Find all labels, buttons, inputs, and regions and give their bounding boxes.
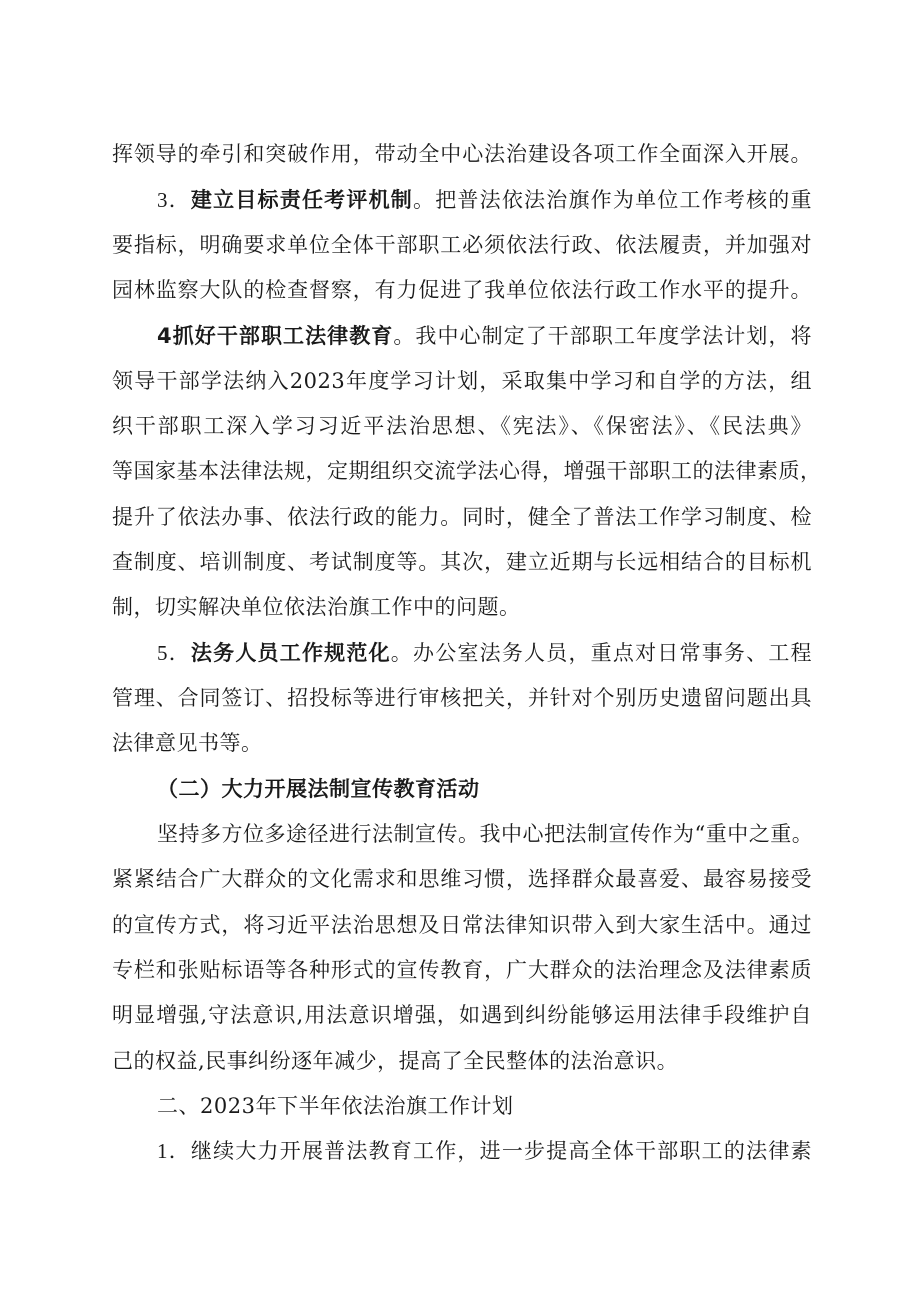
item4-line5: 提升了依法办事、依法行政的能力。同时，健全了普法工作学习制度、检	[112, 505, 812, 529]
item3-line1	[157, 177, 812, 223]
item5-line1	[157, 630, 812, 676]
item4-number: 4	[157, 324, 173, 348]
item2-tail-line: 挥领导的牵引和突破作用，带动全中心法治建设各项工作全面深入开展。	[112, 142, 812, 166]
item4-line2: 领导干部学法纳入2023年度学习计划，采取集中学习和自学的方法，组	[112, 369, 812, 393]
section2-para-line6: 己的权益,民事纠纷逐年减少，提高了全民整体的法治意识。	[112, 1049, 679, 1073]
item3-title: 建立目标责任考评机制	[190, 188, 413, 212]
item3-line2: 要指标，明确要求单位全体干部职工必须依法行政、依法履责，并加强对	[112, 233, 812, 257]
item5-line2: 管理、合同签订、招投标等进行审核把关，并针对个别历史遗留问题出具	[112, 686, 812, 710]
section2-para-line5: 明显增强,守法意识,用法意识增强，如遇到纠纷能够运用法律手段维护自	[112, 1003, 812, 1027]
plan-item1-text: 继续大力开展普法教育工作，进一步提高全体干部职工的法律素	[190, 1139, 813, 1163]
item4-line3: 织干部职工深入学习习近平法治思想、《宪法》、《保密法》、《民法典》	[112, 414, 812, 438]
item3-line3: 园林监察大队的检查督察，有力促进了我单位依法行政工作水平的提升。	[112, 278, 812, 302]
item4-line1-rest: 。我中心制定了干部职工年度学法计划，将	[393, 324, 813, 348]
item3-number: 3．	[157, 188, 191, 212]
item4-line7: 制，切实解决单位依法治旗工作中的问题。	[112, 595, 521, 619]
section2-heading: （二）大力开展法制宣传教育活动	[157, 777, 480, 801]
part2-heading: 二、2023年下半年依法治旗工作计划	[157, 1094, 514, 1118]
item4-line6: 查制度、培训制度、考试制度等。其次，建立近期与长远相结合的目标机	[112, 550, 812, 574]
item4-title: 抓好干部职工法律教育	[172, 324, 394, 348]
plan-item1-number: 1．	[157, 1139, 191, 1163]
item5-line3: 法律意见书等。	[112, 731, 263, 755]
item5-number: 5．	[157, 641, 191, 665]
item5-title: 法务人员工作规范化	[190, 641, 391, 665]
section2-para-line3: 的宣传方式，将习近平法治思想及日常法律知识带入到大家生活中。通过	[112, 913, 812, 937]
item4-line1	[157, 313, 812, 359]
section2-para-line1: 坚持多方位多途径进行法制宣传。我中心把法制宣传作为“重中之重。	[157, 822, 814, 846]
item5-line1-rest: 。办公室法务人员，重点对日常事务、工程	[390, 641, 813, 665]
section2-para-line2: 紧紧结合广大群众的文化需求和思维习惯，选择群众最喜爱、最容易接受	[112, 867, 812, 891]
item4-line4: 等国家基本法律法规，定期组织交流学法心得，增强干部职工的法律素质，	[112, 459, 822, 483]
plan-item1-line1	[157, 1128, 812, 1174]
item3-line1-rest: 。把普法依法治旗作为单位工作考核的重	[413, 188, 813, 212]
section2-para-line4: 专栏和张贴标语等各种形式的宣传教育，广大群众的法治理念及法律素质	[112, 958, 812, 982]
